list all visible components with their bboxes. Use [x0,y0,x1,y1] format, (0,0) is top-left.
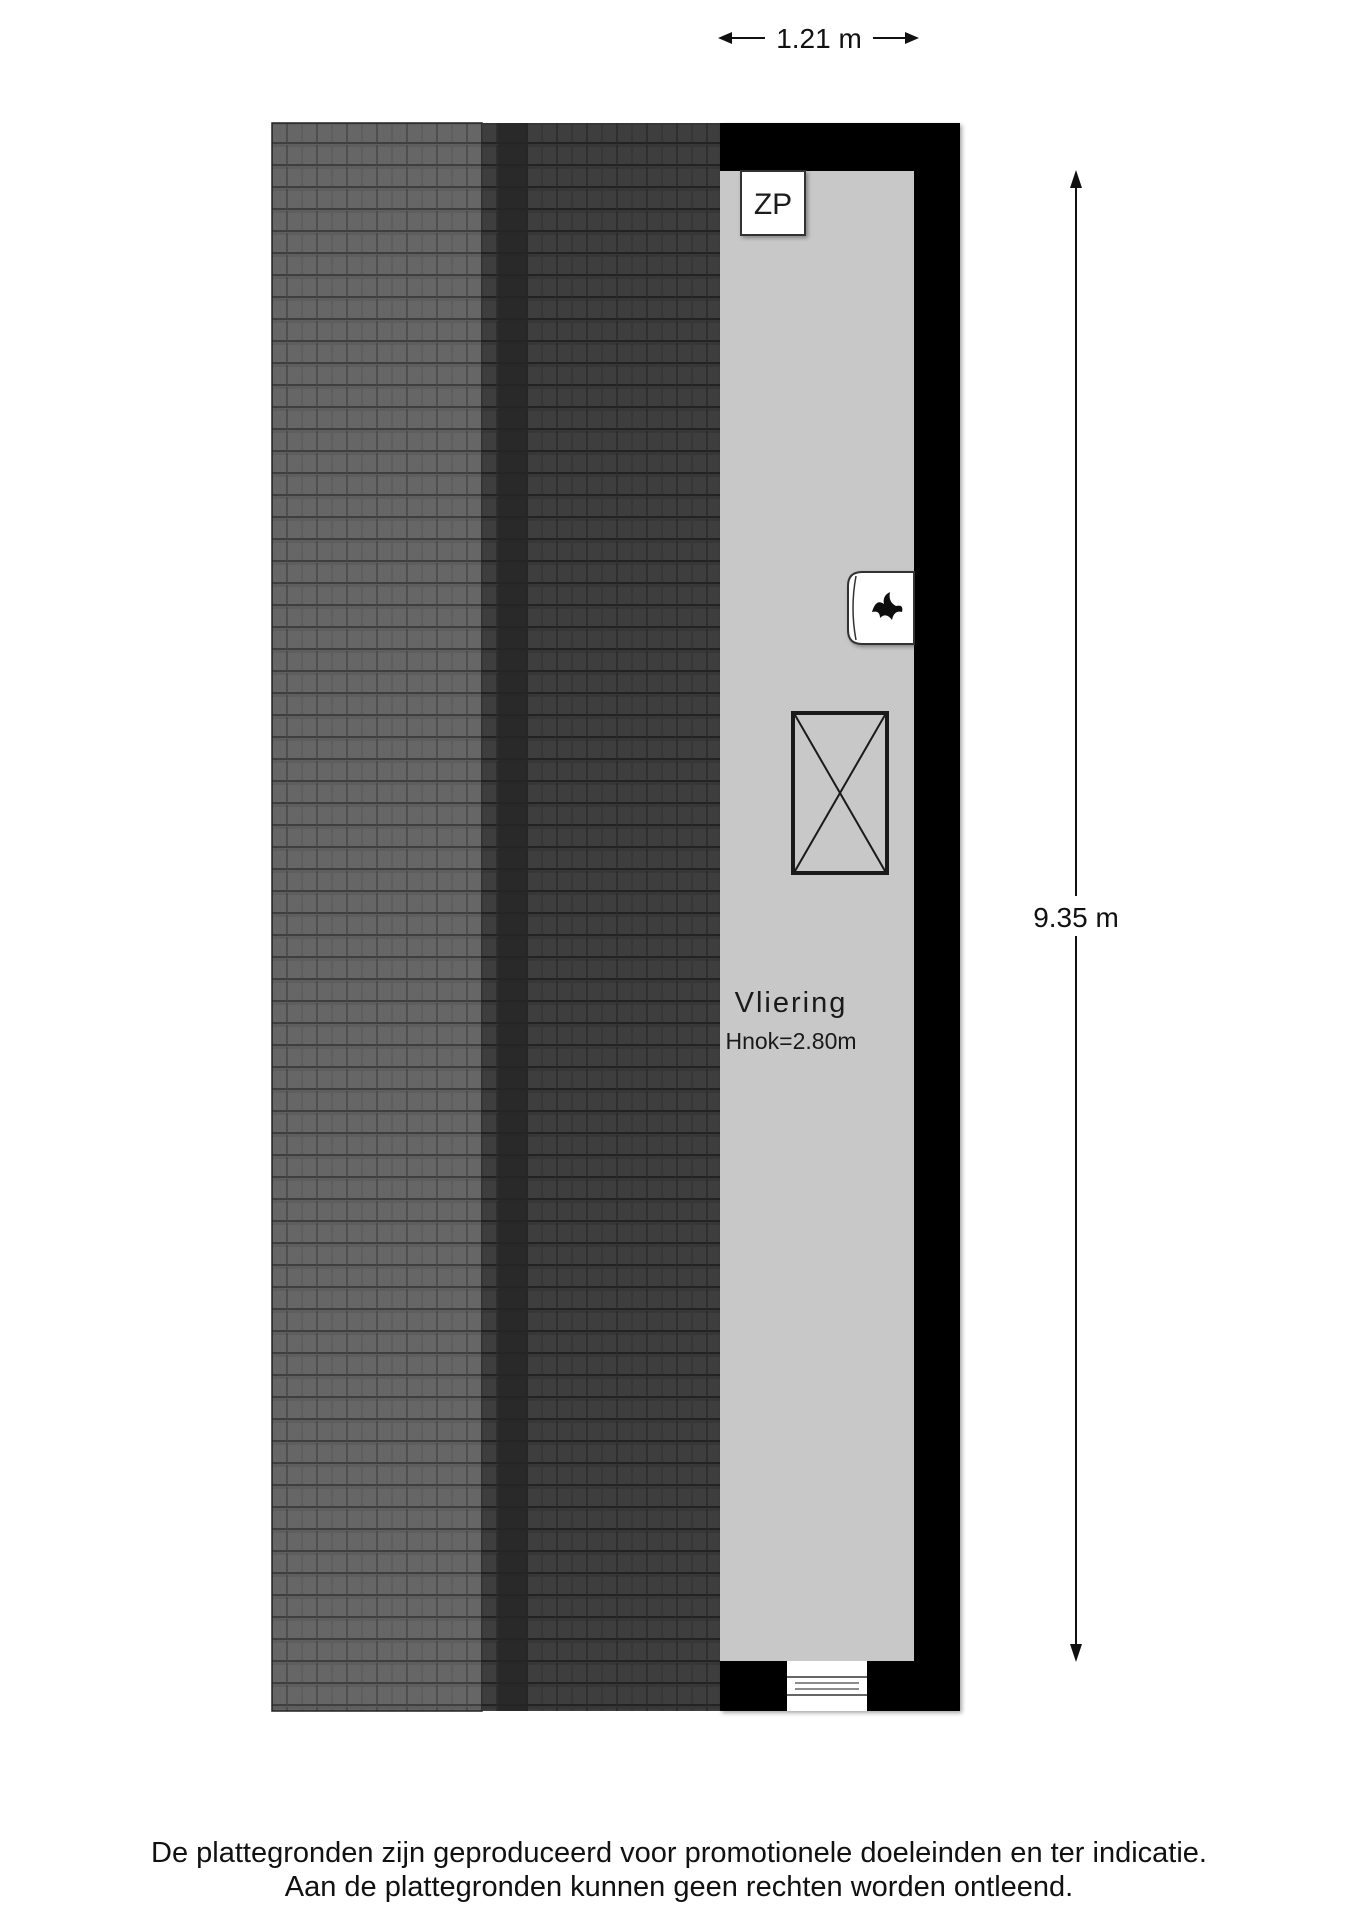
zp-symbol [741,171,805,235]
length-dimension [1025,170,1127,1662]
room-floor [720,171,914,1661]
length-label: 9.35 m [1033,902,1119,933]
roof-ridge [498,123,528,1711]
disclaimer [0,1836,1358,1904]
disclaimer-line-1: De plattegronden zijn geproduceerd voor promotionele doeleinden en ter indicatie. [151,1837,1207,1869]
window-icon [787,1661,867,1711]
width-label: 1.21 m [776,23,862,54]
roof-tiles [272,123,720,1711]
room-height: Hnok=2.80m [725,1028,857,1054]
width-dimension [718,23,919,54]
room-name: Vliering [734,987,848,1019]
disclaimer-line-2: Aan de plattegronden kunnen geen rechten worden ontleend. [284,1871,1074,1903]
zp-label: ZP [753,188,793,221]
flame-icon [848,572,914,644]
